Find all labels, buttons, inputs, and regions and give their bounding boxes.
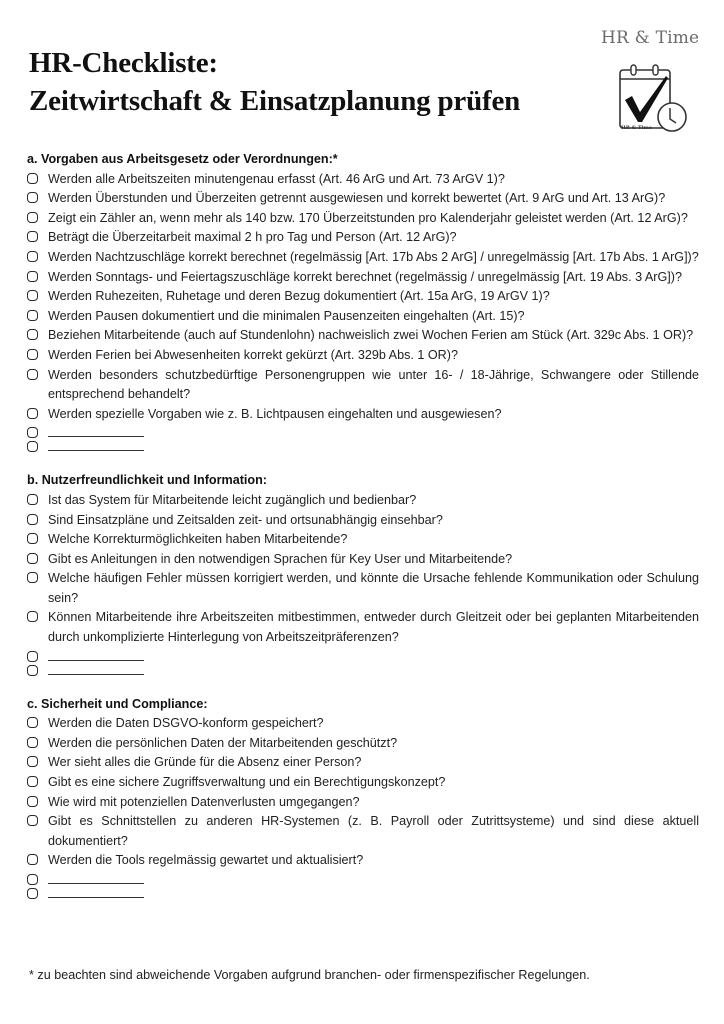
- checklist-item: [27, 405, 699, 425]
- blank-write-in-line[interactable]: [48, 424, 144, 437]
- checkbox[interactable]: [27, 212, 38, 223]
- checklist-item: [27, 209, 699, 229]
- checklist-item: [27, 228, 699, 248]
- checklist-item: [27, 773, 699, 793]
- checklist: [27, 150, 699, 918]
- checklist-item-blank: [27, 871, 699, 885]
- checkbox[interactable]: [27, 231, 38, 242]
- section-title: c. Sicherheit und Compliance:: [27, 696, 208, 711]
- checklist-item: [27, 569, 699, 608]
- logo-caption: HR & Time: [621, 125, 652, 131]
- checkbox[interactable]: [27, 572, 38, 583]
- checklist-item-text: Welche Korrekturmöglichkeiten haben Mitarbeitende?: [48, 532, 348, 547]
- checkbox[interactable]: [27, 251, 38, 262]
- checklist-item-text: Zeigt ein Zähler an, wenn mehr als 140 bzw. 170 Überzeitstunden pro Kalenderjahr geleistet werden (Art. 12 ArG)?: [48, 210, 688, 225]
- checklist-item-text: Ist das System für Mitarbeitende leicht zugänglich und bedienbar?: [48, 492, 417, 507]
- checklist-item: [27, 287, 699, 307]
- title-line-1: HR-Checkliste:: [29, 47, 218, 79]
- clock-icon: [658, 103, 686, 131]
- checklist-item: [27, 550, 699, 570]
- checkbox[interactable]: [27, 815, 38, 826]
- checklist-item-text: Wer sieht alles die Gründe für die Absenz einer Person?: [48, 755, 362, 770]
- section-title: b. Nutzerfreundlichkeit und Information:: [27, 473, 267, 488]
- checklist-item-text: Gibt es Schnittstellen zu anderen HR-Systemen (z. B. Payroll oder Zutrittsysteme) und sind diese aktuell dokumentiert?: [48, 814, 699, 848]
- checklist-item-text: Werden die persönlichen Daten der Mitarbeitenden geschützt?: [48, 735, 398, 750]
- checklist-item: [27, 326, 699, 346]
- brand-name: HR & Time: [601, 28, 700, 48]
- section-a: [27, 150, 699, 452]
- footnote: * zu beachten sind abweichende Vorgaben aufgrund branchen- oder firmenspezifischer Regelungen.: [29, 968, 590, 982]
- checklist-item: [27, 753, 699, 773]
- section-items: [27, 491, 699, 676]
- checklist-item-text: Werden die Daten DSGVO-konform gespeichert?: [48, 716, 324, 731]
- checklist-item: [27, 734, 699, 754]
- section-c: [27, 695, 699, 899]
- checkbox[interactable]: [27, 854, 38, 865]
- checkbox[interactable]: [27, 349, 38, 360]
- checklist-item-text: Werden die Tools regelmässig gewartet und aktualisiert?: [48, 853, 364, 868]
- checklist-item-blank: [27, 648, 699, 662]
- checkbox[interactable]: [27, 494, 38, 505]
- checkbox[interactable]: [27, 441, 38, 452]
- blank-write-in-line[interactable]: [48, 662, 144, 675]
- checkbox[interactable]: [27, 290, 38, 301]
- checklist-item: [27, 530, 699, 550]
- checklist-item-text: Welche häufigen Fehler müssen korrigiert werden, und könnte die Ursache fehlende Kommunikation oder Schulung sein?: [48, 571, 699, 605]
- checkbox[interactable]: [27, 756, 38, 767]
- checklist-item-text: Werden Nachtzuschläge korrekt berechnet (regelmässig [Art. 17b Abs 2 ArG] / unregelmässig [Art. 17b Abs. 1 ArG])?: [48, 249, 699, 264]
- page-title: [29, 44, 520, 120]
- checklist-item: [27, 170, 699, 190]
- checklist-item-text: Beträgt die Überzeitarbeit maximal 2 h pro Tag und Person (Art. 12 ArG)?: [48, 230, 457, 245]
- checklist-item: [27, 491, 699, 511]
- checklist-item-text: Beziehen Mitarbeitende (auch auf Stundenlohn) nachweislich zwei Wochen Ferien am Stück (Art. 329c Abs. 1 OR)?: [48, 328, 694, 343]
- checklist-item-text: Werden Sonntags- und Feiertagszuschläge korrekt berechnet (regelmässig / unregelmässig [Art. 19 Abs. 3 ArG])?: [48, 269, 682, 284]
- checklist-item: [27, 346, 699, 366]
- checkbox[interactable]: [27, 651, 38, 662]
- section-b: [27, 471, 699, 675]
- checkbox[interactable]: [27, 427, 38, 438]
- checklist-item: [27, 851, 699, 871]
- checklist-item-blank: [27, 662, 699, 676]
- calendar-check-clock-icon: [612, 62, 690, 134]
- checklist-item-text: Wie wird mit potenziellen Datenverlusten umgegangen?: [48, 794, 360, 809]
- section-title: a. Vorgaben aus Arbeitsgesetz oder Verordnungen:*: [27, 152, 338, 166]
- blank-write-in-line[interactable]: [48, 648, 144, 661]
- checkbox[interactable]: [27, 737, 38, 748]
- checkbox[interactable]: [27, 369, 38, 380]
- checklist-item: [27, 366, 699, 405]
- checklist-item-text: Werden spezielle Vorgaben wie z. B. Lichtpausen eingehalten und ausgewiesen?: [48, 406, 502, 421]
- checklist-item-text: Werden Ferien bei Abwesenheiten korrekt gekürzt (Art. 329b Abs. 1 OR)?: [48, 347, 458, 362]
- calendar-ring-right: [653, 65, 658, 75]
- checkbox[interactable]: [27, 717, 38, 728]
- checklist-item-blank: [27, 438, 699, 452]
- checklist-item-text: Werden Überstunden und Überzeiten getrennt ausgewiesen und korrekt bewertet (Art. 9 ArG und Art. 13 ArG)?: [48, 191, 666, 206]
- checklist-item-blank: [27, 424, 699, 438]
- checkbox[interactable]: [27, 553, 38, 564]
- checklist-item-text: Können Mitarbeitende ihre Arbeitszeiten mitbestimmen, entweder durch Gleitzeit oder bei geplanten Mitarbeitenden durch unkomplizierte Hinterlegung von Arbeitszeitpräferenzen?: [48, 610, 699, 645]
- checkbox[interactable]: [27, 271, 38, 282]
- blank-write-in-line[interactable]: [48, 885, 144, 898]
- checklist-item-text: Gibt es eine sichere Zugriffsverwaltung und ein Berechtigungskonzept?: [48, 775, 446, 790]
- checkbox[interactable]: [27, 329, 38, 340]
- checkbox[interactable]: [27, 310, 38, 321]
- checklist-item-text: Sind Einsatzpläne und Zeitsalden zeit- und ortsunabhängig einsehbar?: [48, 512, 443, 527]
- checkbox[interactable]: [27, 888, 38, 899]
- checklist-item: [27, 268, 699, 288]
- checkbox[interactable]: [27, 874, 38, 885]
- checklist-item: [27, 248, 699, 268]
- section-items: [27, 170, 699, 453]
- checkbox[interactable]: [27, 611, 38, 622]
- checklist-item: [27, 793, 699, 813]
- checkbox[interactable]: [27, 533, 38, 544]
- title-line-2: Zeitwirtschaft & Einsatzplanung prüfen: [29, 85, 521, 117]
- checkbox[interactable]: [27, 173, 38, 184]
- checklist-item-text: Werden Pausen dokumentiert und die minimalen Pausenzeiten eingehalten (Art. 15)?: [48, 308, 525, 323]
- checkbox[interactable]: [27, 776, 38, 787]
- checklist-item: [27, 307, 699, 327]
- calendar-ring-left: [631, 65, 636, 75]
- checklist-item: [27, 608, 699, 647]
- checkbox[interactable]: [27, 514, 38, 525]
- checklist-item-text: Werden besonders schutzbedürftige Personengruppen wie unter 16- / 18-Jährige, Schwangere oder Stillende entsprechend behandelt?: [48, 367, 699, 402]
- checkbox[interactable]: [27, 665, 38, 676]
- checkbox[interactable]: [27, 408, 38, 419]
- checkbox[interactable]: [27, 796, 38, 807]
- checklist-item: [27, 511, 699, 531]
- blank-write-in-line[interactable]: [48, 438, 144, 451]
- checklist-item-text: Gibt es Anleitungen in den notwendigen Sprachen für Key User und Mitarbeitende?: [48, 551, 513, 566]
- section-items: [27, 714, 699, 899]
- checklist-item-text: Werden alle Arbeitszeiten minutengenau erfasst (Art. 46 ArG und Art. 73 ArGV 1)?: [48, 171, 505, 186]
- checklist-item: [27, 714, 699, 734]
- checklist-item: [27, 812, 699, 851]
- checkbox[interactable]: [27, 192, 38, 203]
- checklist-item-blank: [27, 885, 699, 899]
- checklist-item: [27, 189, 699, 209]
- blank-write-in-line[interactable]: [48, 871, 144, 884]
- checklist-item-text: Werden Ruhezeiten, Ruhetage und deren Bezug dokumentiert (Art. 15a ArG, 19 ArGV 1)?: [48, 289, 550, 304]
